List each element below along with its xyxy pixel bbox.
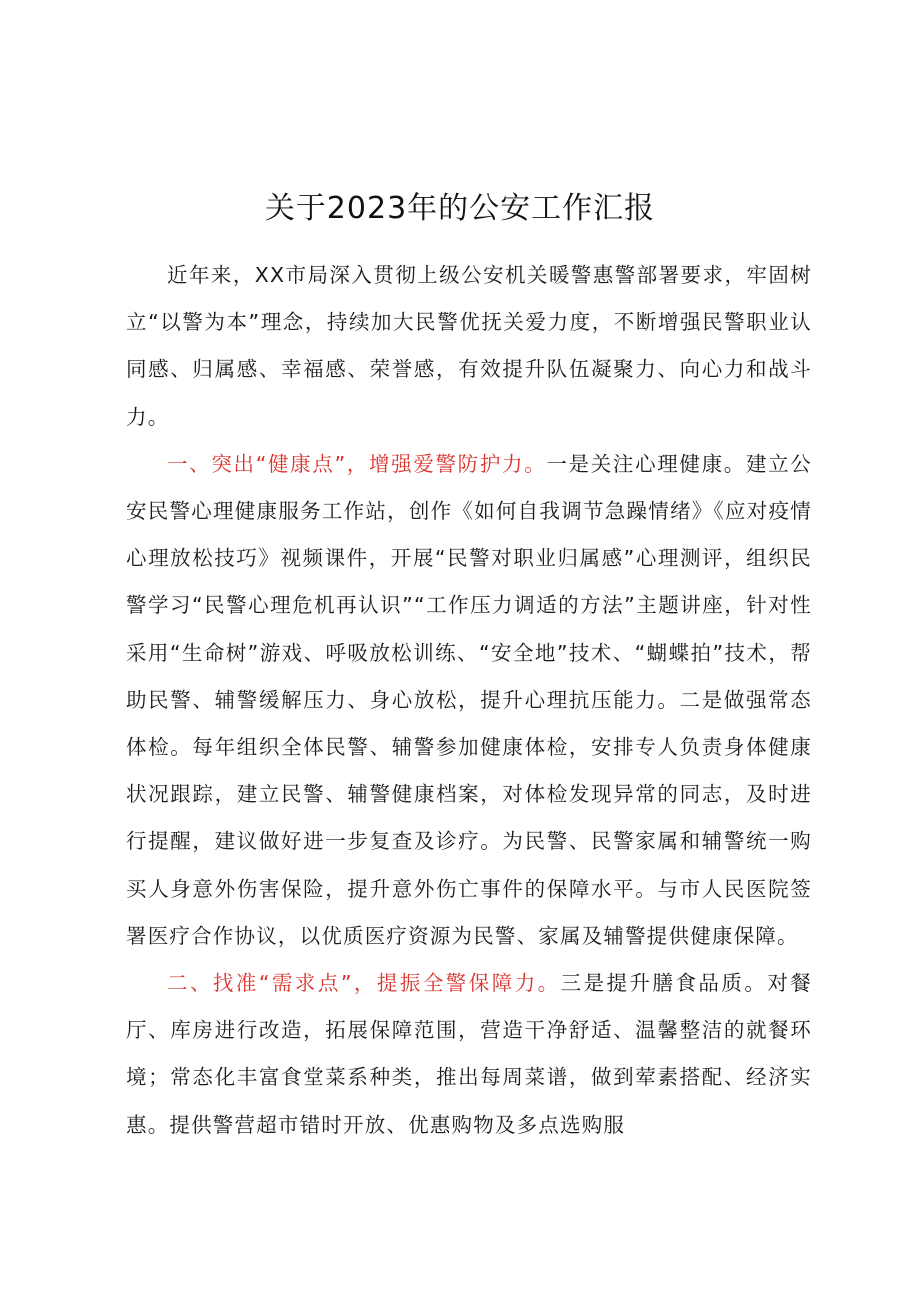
section-1-heading: 一、突出“健康点”，增强爱警防护力。: [167, 451, 547, 476]
section-2-text: 三是提升膳食品质。对餐厅、库房进行改造，拓展保障范围，营造干净舒适、温馨整洁的就餐环境；常态化丰富食堂菜系种类，推出每周菜谱，做到荤素搭配、经济实惠。提供警营超市错时开放、优惠购物及多点选购服: [126, 971, 813, 1137]
section-1-paragraph: [126, 441, 812, 960]
intro-text: 近年来，XX市局深入贯彻上级公安机关暖警惠警部署要求，牢固树立“以警为本”理念，持续加大民警优抚关爱力度，不断增强民警职业认同感、归属感、幸福感、荣誉感，有效提升队伍凝聚力、向心力和战斗力。: [126, 263, 812, 429]
section-1-text: 一是关注心理健康。建立公安民警心理健康服务工作站，创作《如何自我调节急躁情绪》《应对疫情心理放松技巧》视频课件，开展“民警对职业归属感”心理测评，组织民警学习“民警心理危机再认识”“工作压力调适的方法”主题讲座，针对性采用“生命树”游戏、呼吸放松训练、“安全地”技术、“蝴蝶拍”技术，帮助民警、辅警缓解压力、身心放松，提升心理抗压能力。二是做强常态体检。每年组织全体民警、辅警参加健康体检，安排专人负责身体健康状况跟踪，建立民警、辅警健康档案，对体检发现异常的同志，及时进行提醒，建议做好进一步复查及诊疗。为民警、民警家属和辅警统一购买人身意外伤害保险，提升意外伤亡事件的保障水平。与市人民医院签署医疗合作协议，以优质医疗资源为民警、家属及辅警提供健康保障。: [126, 451, 812, 948]
section-2-paragraph: [126, 960, 812, 1149]
intro-paragraph: [126, 252, 812, 441]
document-title: 关于2023年的公安工作汇报: [264, 191, 656, 226]
section-2-heading: 二、找准“需求点”，提振全警保障力。: [167, 971, 561, 996]
document-body: [126, 252, 812, 1149]
